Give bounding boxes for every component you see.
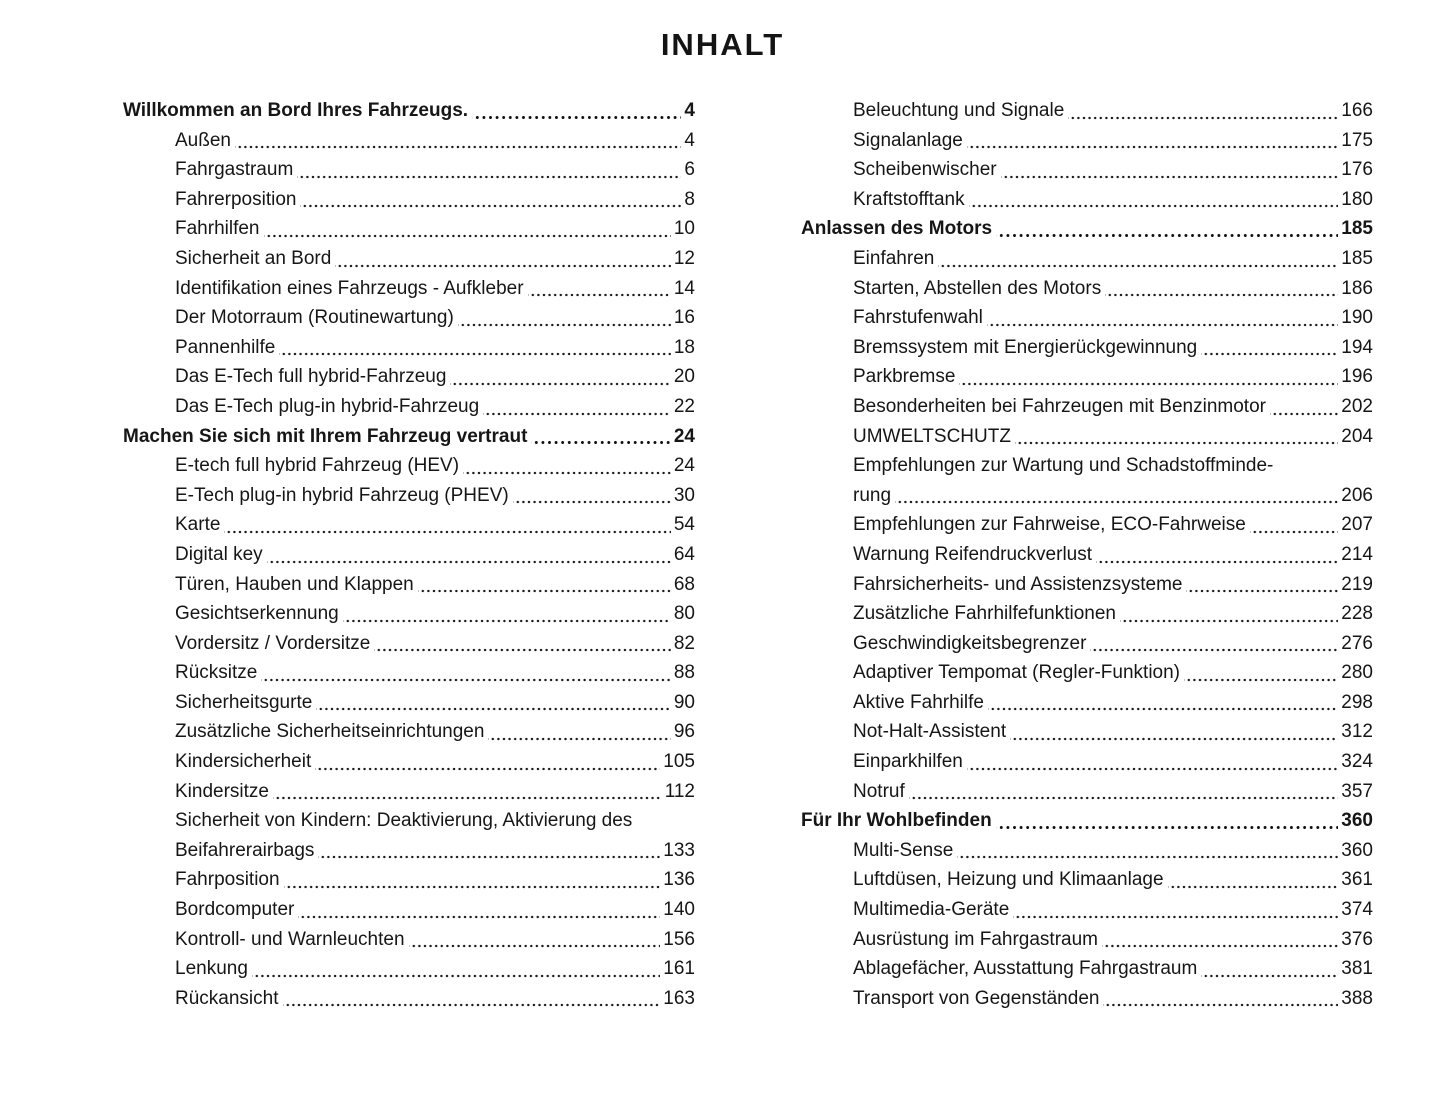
toc-entry[interactable]	[123, 214, 695, 244]
dot-leader	[1068, 96, 1338, 126]
dot-leader	[528, 274, 671, 304]
toc-entry-page: 4	[684, 129, 695, 151]
toc-entry[interactable]	[123, 984, 695, 1014]
toc-entry[interactable]	[801, 333, 1373, 363]
toc-entry-label: Das E-Tech plug-in hybrid-Fahrzeug	[175, 395, 480, 417]
toc-entry-label: Not-Halt-Assistent	[853, 721, 1007, 743]
toc-entry-label: Anlassen des Motors	[801, 218, 993, 240]
toc-entry-label: Außen	[175, 129, 231, 151]
toc-entry[interactable]	[123, 747, 695, 777]
toc-entry[interactable]	[123, 244, 695, 274]
dot-leader	[267, 540, 671, 570]
toc-entry[interactable]	[801, 274, 1373, 304]
toc-entry-page: 133	[663, 839, 695, 861]
toc-entry-label: Multi-Sense	[853, 839, 954, 861]
toc-entry-label: Rücksitze	[175, 662, 258, 684]
dot-leader	[335, 244, 671, 274]
toc-entry-page: 190	[1341, 307, 1373, 329]
toc-entry-label: Zusätzliche Sicherheitseinrichtungen	[175, 721, 485, 743]
toc-entry-page: 185	[1341, 218, 1373, 240]
toc-entry-page: 96	[673, 721, 695, 743]
dot-leader	[1186, 570, 1338, 600]
toc-entry-page: 88	[673, 662, 695, 684]
toc-entry-label: rung	[853, 484, 892, 506]
toc-entry[interactable]	[123, 510, 695, 540]
toc-entry[interactable]	[801, 481, 1373, 511]
toc-entry-page: 196	[1341, 366, 1373, 388]
dot-leader	[297, 155, 681, 185]
toc-entry[interactable]	[801, 895, 1373, 925]
dot-leader	[1102, 925, 1338, 955]
dot-leader	[488, 717, 670, 747]
toc-entry[interactable]	[123, 274, 695, 304]
toc-entry-page: 280	[1341, 662, 1373, 684]
dot-leader	[967, 126, 1338, 156]
dot-leader	[957, 836, 1338, 866]
toc-entry-page: 68	[673, 573, 695, 595]
toc-entry[interactable]	[801, 126, 1373, 156]
toc-entry[interactable]	[123, 126, 695, 156]
toc-entry-page: 361	[1341, 869, 1373, 891]
dot-leader	[1201, 954, 1338, 984]
toc-entry[interactable]	[123, 540, 695, 570]
toc-entry-label: Einparkhilfen	[853, 751, 963, 773]
dot-leader	[315, 747, 660, 777]
dot-leader	[996, 806, 1339, 836]
dot-leader	[261, 658, 671, 688]
toc-entry-page: 136	[663, 869, 695, 891]
toc-entry-page: 186	[1341, 277, 1373, 299]
toc-entry-label: E-tech full hybrid Fahrzeug (HEV)	[175, 455, 460, 477]
toc-entry-label: Fahrsicherheits- und Assistenzsysteme	[853, 573, 1183, 595]
toc-entry-label: Sicherheit an Bord	[175, 247, 332, 269]
toc-entry-label: Zusätzliche Fahrhilfefunktionen	[853, 603, 1116, 625]
toc-entry-page: 8	[684, 188, 695, 210]
dot-leader	[1096, 540, 1338, 570]
toc-entry[interactable]	[123, 777, 695, 807]
toc-entry-page: 18	[673, 336, 695, 358]
toc-entry-page: 12	[673, 247, 695, 269]
toc-entry[interactable]	[123, 333, 695, 363]
dot-leader	[938, 244, 1338, 274]
toc-entry-page: 194	[1341, 336, 1373, 358]
toc-entry[interactable]	[801, 422, 1373, 452]
toc-entry[interactable]	[123, 599, 695, 629]
dot-leader	[483, 392, 671, 422]
toc-entry[interactable]	[801, 185, 1373, 215]
toc-entry-label: Einfahren	[853, 247, 935, 269]
toc-entry[interactable]	[801, 392, 1373, 422]
toc-entry[interactable]	[801, 540, 1373, 570]
toc-entry[interactable]	[801, 865, 1373, 895]
dot-leader	[252, 954, 660, 984]
toc-entry-page: 16	[673, 307, 695, 329]
toc-entry-page: 54	[673, 514, 695, 536]
toc-entry-page: 82	[673, 632, 695, 654]
dot-leader	[279, 333, 670, 363]
toc-entry-page: 22	[673, 395, 695, 417]
toc-entry[interactable]	[123, 303, 695, 333]
toc-entry[interactable]	[123, 836, 695, 866]
toc-entry[interactable]	[801, 925, 1373, 955]
toc-entry-page: 376	[1341, 928, 1373, 950]
dot-leader	[1090, 629, 1338, 659]
toc-entry-page: 228	[1341, 603, 1373, 625]
toc-columns	[0, 63, 1445, 1013]
toc-entry[interactable]	[801, 362, 1373, 392]
toc-entry[interactable]	[123, 570, 695, 600]
dot-leader	[264, 214, 671, 244]
dot-leader	[967, 747, 1338, 777]
toc-entry[interactable]	[123, 629, 695, 659]
toc-entry[interactable]	[801, 599, 1373, 629]
toc-entry[interactable]	[123, 688, 695, 718]
toc-entry-label: Für Ihr Wohlbefinden	[801, 810, 992, 832]
dot-leader	[895, 481, 1338, 511]
toc-section-heading[interactable]	[123, 422, 695, 452]
dot-leader	[1201, 333, 1338, 363]
toc-entry[interactable]	[123, 895, 695, 925]
toc-entry-label: Aktive Fahrhilfe	[853, 691, 984, 713]
toc-entry[interactable]	[123, 392, 695, 422]
toc-entry-label: Empfehlungen zur Fahrweise, ECO-Fahrweise	[853, 514, 1246, 536]
dot-leader	[1001, 155, 1339, 185]
toc-entry-page: 374	[1341, 899, 1373, 921]
toc-entry[interactable]	[801, 303, 1373, 333]
toc-entry-label: Ablagefächer, Ausstattung Fahrgastraum	[853, 958, 1198, 980]
toc-entry-page: 388	[1341, 987, 1373, 1009]
toc-entry-label: Gesichtserkennung	[175, 603, 339, 625]
toc-entry[interactable]	[801, 984, 1373, 1014]
toc-entry-label: Türen, Hauben und Klappen	[175, 573, 414, 595]
toc-entry-page: 24	[673, 455, 695, 477]
dot-leader	[472, 96, 681, 126]
toc-entry-page: 30	[673, 484, 695, 506]
toc-entry[interactable]	[801, 244, 1373, 274]
toc-entry[interactable]	[801, 658, 1373, 688]
toc-entry-page: 14	[673, 277, 695, 299]
dot-leader	[418, 570, 671, 600]
toc-entry-label: Warnung Reifendruckverlust	[853, 543, 1093, 565]
page-title: INHALT	[660, 27, 785, 62]
toc-entry-label: E-Tech plug-in hybrid Fahrzeug (PHEV)	[175, 484, 509, 506]
toc-section-heading[interactable]	[123, 96, 695, 126]
dot-leader	[273, 777, 662, 807]
dot-leader	[1010, 717, 1338, 747]
toc-entry-label: UMWELTSCHUTZ	[853, 425, 1011, 447]
toc-entry-page: 357	[1341, 780, 1373, 802]
toc-entry[interactable]	[123, 954, 695, 984]
toc-entry-label: Ausrüstung im Fahrgastraum	[853, 928, 1098, 950]
toc-entry[interactable]	[801, 717, 1373, 747]
toc-entry[interactable]	[123, 185, 695, 215]
dot-leader	[374, 629, 670, 659]
dot-leader	[450, 362, 670, 392]
toc-entry-page: 202	[1341, 395, 1373, 417]
dot-leader	[300, 185, 681, 215]
toc-entry-label: Fahrstufenwahl	[853, 307, 983, 329]
toc-entry-page: 24	[673, 425, 695, 447]
toc-entry-page: 10	[673, 218, 695, 240]
toc-entry-label: Notruf	[853, 780, 905, 802]
toc-entry-label: Kraftstofftank	[853, 188, 965, 210]
toc-entry-page: 163	[663, 987, 695, 1009]
toc-entry-label: Starten, Abstellen des Motors	[853, 277, 1102, 299]
toc-entry-label: Fahrhilfen	[175, 218, 260, 240]
toc-entry-page: 112	[664, 780, 695, 802]
toc-entry-label: Scheibenwischer	[853, 159, 997, 181]
toc-entry-page: 176	[1341, 159, 1373, 181]
toc-entry-label: Bremssystem mit Energierückgewinnung	[853, 336, 1198, 358]
dot-leader	[1103, 984, 1338, 1014]
toc-entry-page: 175	[1341, 129, 1373, 151]
toc-entry-label: Identifikation eines Fahrzeugs - Aufkleber	[175, 277, 524, 299]
toc-entry-label: Besonderheiten bei Fahrzeugen mit Benzinmotor	[853, 395, 1266, 417]
toc-entry-label: Geschwindigkeitsbegrenzer	[853, 632, 1087, 654]
dot-leader	[235, 126, 681, 156]
toc-entry-page: 6	[684, 159, 695, 181]
toc-entry-label: Rückansicht	[175, 987, 279, 1009]
toc-entry-label: Vordersitz / Vordersitze	[175, 632, 371, 654]
toc-entry-label: Machen Sie sich mit Ihrem Fahrzeug vertraut	[123, 425, 528, 447]
toc-entry-page: 161	[663, 958, 695, 980]
toc-entry-label: Sicherheitsgurte	[175, 691, 313, 713]
toc-entry[interactable]	[801, 836, 1373, 866]
toc-entry-label: Transport von Gegenständen	[853, 987, 1100, 1009]
toc-entry[interactable]	[123, 481, 695, 511]
toc-entry-label: Fahrerposition	[175, 188, 297, 210]
dot-leader	[224, 510, 670, 540]
toc-entry-label: Karte	[175, 514, 221, 536]
toc-entry[interactable]	[801, 570, 1373, 600]
dot-leader	[283, 984, 661, 1014]
dot-leader	[1168, 865, 1339, 895]
dot-leader	[987, 303, 1338, 333]
toc-entry-page: 180	[1341, 188, 1373, 210]
toc-entry-label: Beifahrerairbags	[175, 839, 315, 861]
toc-entry-label: Beleuchtung und Signale	[853, 100, 1065, 121]
toc-entry-page: 156	[663, 928, 695, 950]
toc-entry[interactable]	[123, 451, 695, 481]
toc-entry-wrapped-line[interactable]: Empfehlungen zur Wartung und Schadstoffminde-	[853, 455, 1274, 477]
toc-entry-label: Bordcomputer	[175, 899, 295, 921]
toc-entry[interactable]	[801, 510, 1373, 540]
toc-entry-label: Das E-Tech full hybrid-Fahrzeug	[175, 366, 447, 388]
toc-entry-label: Kontroll- und Warnleuchten	[175, 928, 405, 950]
toc-entry-page: 80	[673, 603, 695, 625]
dot-leader	[409, 925, 661, 955]
toc-entry-label: Fahrgastraum	[175, 159, 294, 181]
toc-entry-page: 140	[663, 899, 695, 921]
toc-entry-page: 4	[684, 100, 695, 121]
toc-entry-page: 276	[1341, 632, 1373, 654]
toc-entry-page: 312	[1341, 721, 1373, 743]
dot-leader	[1015, 422, 1338, 452]
dot-leader	[463, 451, 671, 481]
toc-column	[123, 96, 695, 1013]
toc-section-heading[interactable]	[801, 214, 1373, 244]
dot-leader	[1105, 274, 1338, 304]
toc-entry-page: 360	[1341, 810, 1373, 832]
toc-entry[interactable]	[123, 658, 695, 688]
toc-entry[interactable]	[123, 155, 695, 185]
toc-entry-label: Luftdüsen, Heizung und Klimaanlage	[853, 869, 1164, 891]
toc-entry[interactable]	[123, 717, 695, 747]
toc-entry-label: Parkbremse	[853, 366, 956, 388]
toc-section-heading[interactable]	[801, 806, 1373, 836]
dot-leader	[284, 865, 661, 895]
toc-entry[interactable]	[123, 925, 695, 955]
toc-column	[801, 96, 1373, 1013]
dot-leader	[318, 836, 660, 866]
toc-entry[interactable]	[123, 362, 695, 392]
toc-entry[interactable]	[801, 155, 1373, 185]
toc-entry[interactable]	[801, 629, 1373, 659]
dot-leader	[531, 422, 670, 452]
toc-entry-page: 298	[1341, 691, 1373, 713]
toc-entry[interactable]	[123, 865, 695, 895]
toc-entry-label: Signalanlage	[853, 129, 963, 151]
dot-leader	[343, 599, 671, 629]
toc-entry-page: 20	[673, 366, 695, 388]
toc-entry-label: Der Motorraum (Routinewartung)	[175, 307, 454, 329]
toc-entry-label: Digital key	[175, 543, 263, 565]
toc-entry-page: 219	[1341, 573, 1373, 595]
toc-entry-page: 324	[1341, 751, 1373, 773]
dot-leader	[996, 214, 1338, 244]
toc-entry-page: 105	[663, 751, 695, 773]
toc-entry-page: 64	[673, 543, 695, 565]
dot-leader	[1250, 510, 1338, 540]
toc-entry-page: 206	[1341, 484, 1373, 506]
toc-entry[interactable]	[801, 954, 1373, 984]
dot-leader	[1013, 895, 1338, 925]
toc-entry-page: 90	[673, 691, 695, 713]
dot-leader	[513, 481, 671, 511]
dot-leader	[316, 688, 671, 718]
toc-entry-label: Multimedia-Geräte	[853, 899, 1010, 921]
toc-entry-wrapped-line[interactable]: Sicherheit von Kindern: Deaktivierung, Aktivierung des	[175, 810, 633, 832]
toc-entry-label: Willkommen an Bord Ihres Fahrzeugs.	[123, 100, 469, 121]
toc-entry-page: 381	[1341, 958, 1373, 980]
dot-leader	[988, 688, 1338, 718]
toc-entry-label: Fahrposition	[175, 869, 280, 891]
toc-entry-label: Adaptiver Tempomat (Regler-Funktion)	[853, 662, 1181, 684]
dot-leader	[1184, 658, 1338, 688]
dot-leader	[458, 303, 671, 333]
dot-leader	[969, 185, 1339, 215]
toc-entry-page: 207	[1341, 514, 1373, 536]
dot-leader	[909, 777, 1339, 807]
dot-leader	[1120, 599, 1338, 629]
dot-leader	[1270, 392, 1338, 422]
toc-entry-page: 204	[1341, 425, 1373, 447]
toc-entry-label: Lenkung	[175, 958, 248, 980]
toc-entry-label: Kindersitze	[175, 780, 269, 802]
toc-entry[interactable]	[801, 96, 1373, 126]
toc-entry-page: 166	[1341, 100, 1373, 121]
toc-entry-label: Kindersicherheit	[175, 751, 312, 773]
dot-leader	[959, 362, 1338, 392]
toc-entry[interactable]	[801, 777, 1373, 807]
dot-leader	[298, 895, 660, 925]
toc-entry-page: 214	[1341, 543, 1373, 565]
toc-entry[interactable]	[801, 747, 1373, 777]
toc-entry-label: Pannenhilfe	[175, 336, 276, 358]
toc-entry[interactable]	[801, 688, 1373, 718]
toc-entry-page: 185	[1341, 247, 1373, 269]
toc-entry-page: 360	[1341, 839, 1373, 861]
